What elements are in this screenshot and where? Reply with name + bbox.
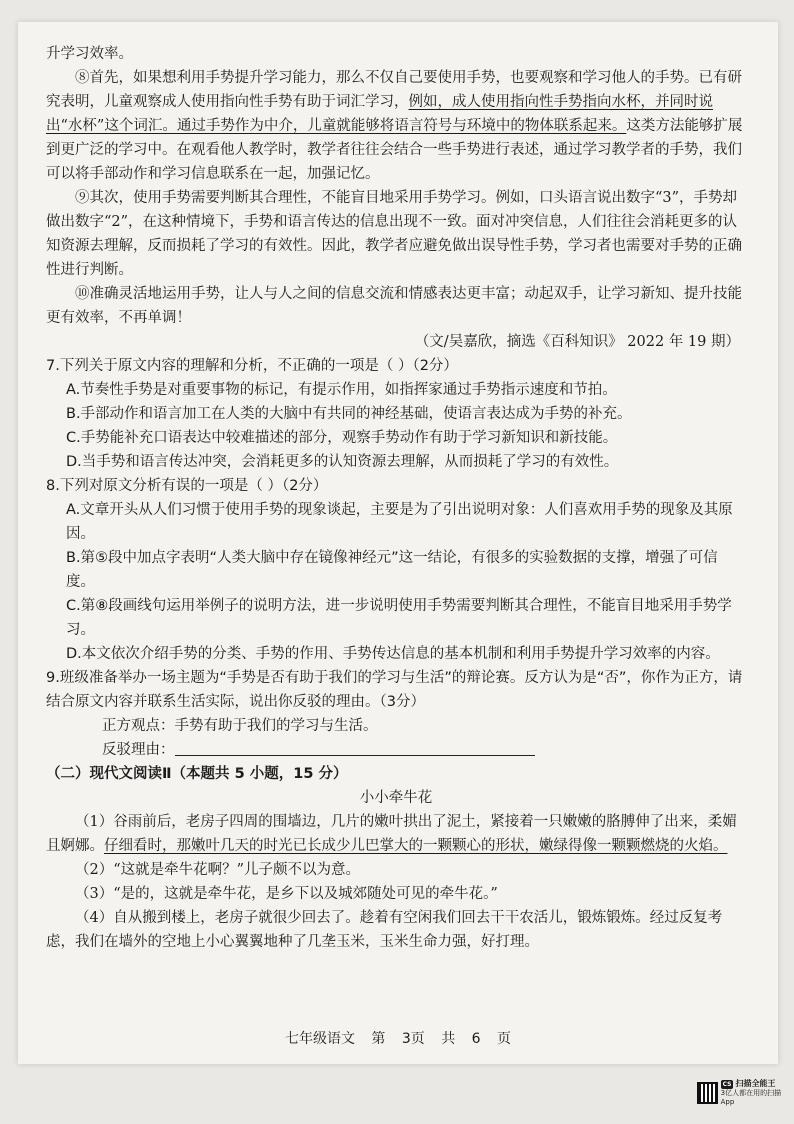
- qr-code-icon: [697, 1082, 718, 1104]
- scanner-brand-sub: 3亿人都在用的扫描App: [720, 1089, 782, 1106]
- article-paragraph-10: ⑩准确灵活地运用手势，让人与人之间的信息交流和情感表达更丰富；动起双手，让学习新知、提升技能更有效率，不再单调！: [46, 286, 742, 326]
- q8-option-d: D.本文依次介绍手势的分类、手势的作用、手势传达信息的基本机制和利用手势提升学习效率的内容。: [66, 646, 720, 662]
- p8-underlined-sentence: 例如，成人使用指向性手势指向水杯，并同时说出“水杯”这个词汇。通过手势作为中介，儿童就能够将语言符号与环境中的物体联系起来。: [46, 94, 713, 134]
- q7-option-a: A.节奏性手势是对重要事物的标记，有提示作用，如指挥家通过手势指示速度和节拍。: [66, 382, 617, 398]
- q7-stem: 7.下列关于原文内容的理解和分析，不正确的一项是（ ）（2分）: [46, 358, 458, 374]
- footer-subject: 七年级语文: [284, 1031, 355, 1047]
- q7-option-d: D.当手势和语言传达冲突，会消耗更多的认知资源去理解，从而损耗了学习的有效性。: [66, 454, 619, 470]
- article-continuation: 升学习效率。: [46, 46, 133, 62]
- q7-option-c: C.手势能补充口语表达中较难描述的部分，观察手势动作有助于学习新知识和新技能。: [66, 430, 618, 446]
- question-7: [46, 354, 746, 474]
- scanner-brand-name: 扫描全能王: [735, 1079, 776, 1088]
- p8-text-b: 这类方法能够扩展到更广泛的学习中。在观看他人教学时，教学者往往会结合一些手势进行表述，通过学习教学者的手势，我们可以将手部动作和学习信息联系在一起，加强记忆。: [46, 118, 743, 182]
- cs-logo-icon: CS: [722, 1081, 732, 1088]
- q8-option-c: C.第⑧段画线句运用举例子的说明方法，进一步说明使用手势需要判断其合理性，不能盲目地采用手势学习。: [66, 598, 732, 638]
- story-paragraph-3: （3）“是的，这就是牵牛花，是乡下以及城郊随处可见的牵牛花。”: [75, 886, 498, 902]
- p8-text-a: ⑧首先，如果想利用手势提升学习能力，那么不仅自己要使用手势，也要观察和学习他人的手势。已有研究表明，儿童观察成人使用指向性手势有助于词汇学习，: [46, 70, 742, 110]
- q8-option-a: A.文章开头从人们习惯于使用手势的现象谈起，主要是为了引出说明对象：人们喜欢用手势的现象及其原因。: [66, 502, 733, 542]
- story-title: 小小牵牛花: [359, 790, 433, 806]
- question-8: [46, 474, 746, 666]
- article-paragraph-8: [46, 66, 746, 186]
- story-p1-underlined: 仔细看时，那嫩叶几天的时光已长成少儿巴掌大的一颗颗心的形状，嫩绿得像一颗颗燃烧的火焰。: [104, 838, 728, 854]
- q9-stem: 9.班级准备举办一场主题为“手势是否有助于我们的学习与生活”的辩论赛。反方认为是“否”，你作为正方，请结合原文内容并联系生活实际，说出你反驳的理由。（3分）: [46, 670, 743, 710]
- story-paragraph-4: （4）自从搬到楼上，老房子就很少回去了。趁着有空闲我们回去干干农活儿，锻炼锻炼。经过反复考虑，我们在墙外的空地上小心翼翼地种了几垄玉米，玉米生命力强，好打理。: [46, 910, 723, 950]
- q9-answer-blank[interactable]: [175, 739, 535, 756]
- q8-stem: 8.下列对原文分析有误的一项是（ ）（2分）: [46, 478, 328, 494]
- footer-total: 共 6 页: [441, 1031, 512, 1047]
- footer-page: 第 3页: [371, 1031, 425, 1047]
- section-2-heading: （二）现代文阅读Ⅱ（本题共 5 小题，15 分）: [46, 766, 348, 782]
- q7-option-b: B.手部动作和语言加工在人类的大脑中有共同的神经基础，使语言表达成为手势的补充。: [66, 406, 632, 422]
- article-source: （文/吴嘉欣，摘选《百科知识》 2022 年 19 期）: [414, 334, 740, 350]
- exam-page: [18, 22, 778, 1064]
- q8-option-b: B.第⑤段中加点字表明“人类大脑中存在镜像神经元”这一结论，有很多的实验数据的支撑，增强了可信度。: [66, 550, 718, 590]
- question-9: [46, 666, 746, 762]
- q9-view: 正方观点：手势有助于我们的学习与生活。: [102, 718, 378, 734]
- article-paragraph-9: ⑨其次，使用手势需要判断其合理性，不能盲目地采用手势学习。例如，口头语言说出数字“3”，手势却做出数字“2”，在这种情境下，手势和语言传达的信息出现不一致。面对冲突信息，人们往往会消耗更多的认知资源去理解，反而损耗了学习的有效性。因此，教学者应避免做出误导性手势，学习者也需要对手势的正确性进行判断。: [46, 190, 742, 278]
- page-footer: [18, 1028, 778, 1048]
- page-content: [46, 42, 746, 954]
- scanner-watermark: [697, 1080, 789, 1106]
- story-paragraph-1: [46, 810, 746, 858]
- story-paragraph-2: （2）“这就是牵牛花啊？”儿子颇不以为意。: [75, 862, 361, 878]
- q9-reason-label: 反驳理由：: [102, 742, 175, 758]
- story-p1-text: （1）谷雨前后，老房子四周的围墙边，几片的嫩叶拱出了泥土，紧接着一只嫩嫩的胳膊伸了出来，柔媚且婀娜。: [46, 814, 737, 854]
- scanner-brand: [721, 1079, 789, 1107]
- q9-reason-row: [46, 738, 746, 762]
